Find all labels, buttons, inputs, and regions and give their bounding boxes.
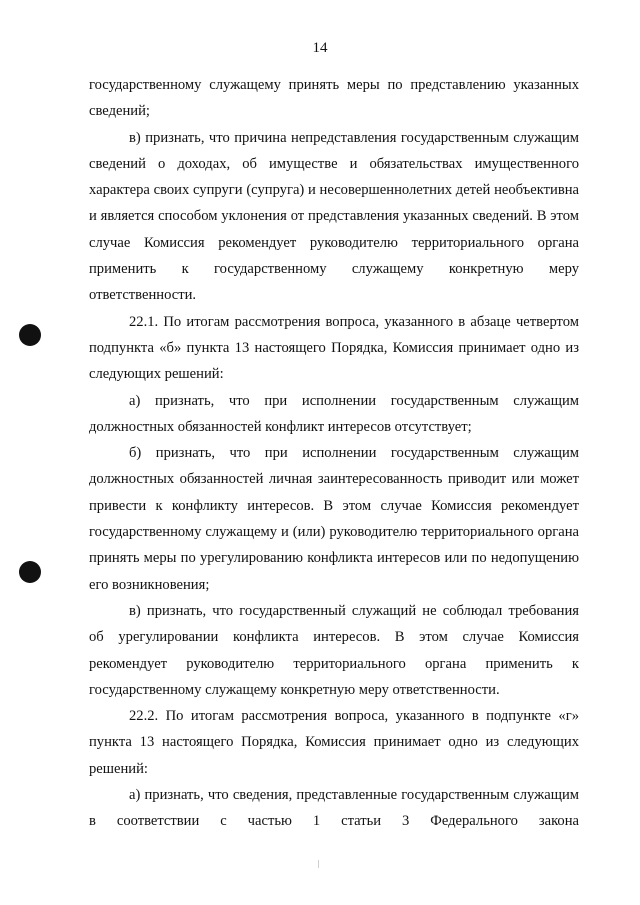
paragraph-2: в) признать, что причина непредставления государственным служащим сведений о доходах, об имуществе и обязательствах имущественного характера своих супруги (супруга) и несовершеннолетних детей необъективна и является способом уклонения от представления указанных сведений. В этом случае Комиссия рекомендует руководителю территориального органа применить к государственному служащему конкретную меру ответственности. [89,129,579,304]
paragraph-4: а) признать, что при исполнении государственным служащим должностных обязанностей конфликт интересов отсутствует; [89,392,579,435]
paragraph-5: б) признать, что при исполнении государственным служащим должностных обязанностей личная заинтересованность приводит или может привести к конфликту интересов. В этом случае Комиссия рекомендует государственному служащему и (или) руководителю территориального органа принять меры по урегулированию конфликта интересов или по недопущению его возникновения; [89,445,579,593]
paragraph-3: 22.1. По итогам рассмотрения вопроса, указанного в абзаце четвертом подпункта «б» пункта 13 настоящего Порядка, Комиссия принимает одно из следующих решений: [89,313,579,383]
page-number: 14 [312,40,328,56]
document-body [89,72,579,835]
paragraph-6: в) признать, что государственный служащий не соблюдал требования об урегулировании конфликта интересов. В этом случае Комиссия рекомендует руководителю территориального органа применить к государственному служащему конкретную меру ответственности. [89,602,579,698]
punch-hole-mark [19,324,41,346]
paragraph-7: 22.2. По итогам рассмотрения вопроса, указанного в подпункте «г» пункта 13 настоящего Порядка, Комиссия принимает одно из следующих решений: [89,708,579,777]
paragraph-8: а) признать, что сведения, представленные государственным служащим в соответствии с частью 1 статьи 3 Федерального закона [89,787,579,830]
scan-artifact [318,860,319,868]
paragraph-1: государственному служащему принять меры по представлению указанных сведений; [89,77,579,120]
punch-hole-mark [19,561,41,583]
